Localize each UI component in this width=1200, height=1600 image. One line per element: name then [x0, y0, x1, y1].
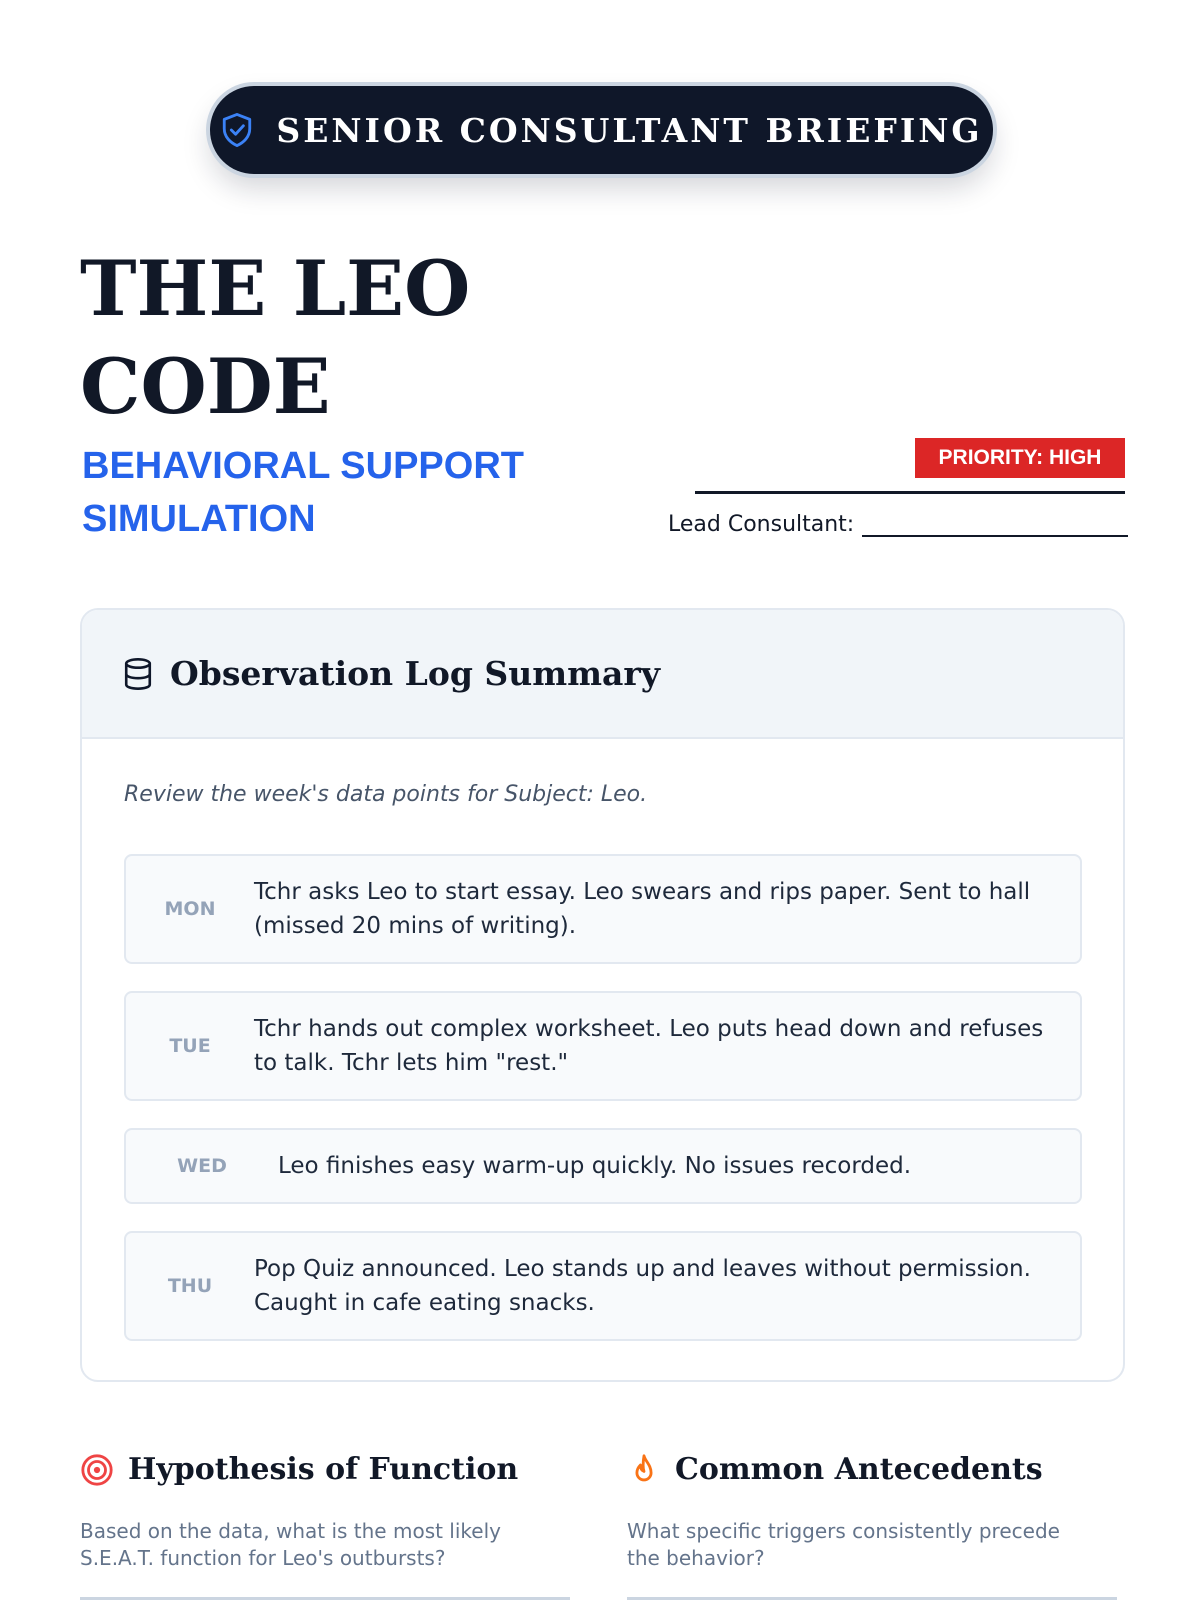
database-icon [122, 657, 154, 691]
briefing-banner [210, 86, 993, 174]
log-entry-wed [124, 1128, 1082, 1204]
shield-check-icon [220, 111, 254, 149]
observation-log-title: Observation Log Summary [170, 654, 660, 693]
log-day: TUE [169, 1035, 211, 1057]
lead-consultant-label: Lead Consultant: [668, 512, 855, 537]
lead-consultant-blank[interactable] [862, 513, 1128, 537]
flame-icon [627, 1453, 661, 1487]
target-icon [80, 1453, 114, 1487]
observation-intro: Review the week's data points for Subject: Leo. [124, 782, 648, 807]
log-text: Leo finishes easy warm-up quickly. No issues recorded. [278, 1153, 912, 1179]
hypothesis-title: Hypothesis of Function [128, 1452, 519, 1487]
page-subtitle: BEHAVIORAL SUPPORT SIMULATION [82, 445, 524, 540]
log-text: Pop Quiz announced. Leo stands up and leaves without permission. Caught in cafe eating snacks. [254, 1256, 1031, 1316]
log-text: Tchr hands out complex worksheet. Leo puts head down and refuses to talk. Tchr lets him "rest." [254, 1016, 1044, 1076]
observation-log-card [80, 608, 1125, 1382]
priority-badge: PRIORITY: HIGH [915, 438, 1125, 478]
hypothesis-description: Based on the data, what is the most likely S.E.A.T. function for Leo's outbursts? [80, 1519, 501, 1570]
page-title: THE LEO CODE [80, 244, 471, 431]
divider [695, 491, 1125, 494]
antecedents-heading [627, 1452, 1043, 1487]
log-entry-mon [124, 854, 1082, 964]
observation-log-header [82, 610, 1123, 739]
antecedents-description: What specific triggers consistently precede the behavior? [627, 1519, 1060, 1570]
log-text: Tchr asks Leo to start essay. Leo swears and rips paper. Sent to hall (missed 20 mins of writing). [254, 879, 1031, 939]
log-day: WED [177, 1155, 227, 1177]
log-day: THU [167, 1275, 213, 1297]
antecedents-title: Common Antecedents [675, 1452, 1043, 1487]
log-entry-thu [124, 1231, 1082, 1341]
log-day: MON [164, 898, 216, 920]
lead-consultant-field [668, 512, 1128, 537]
banner-text: SENIOR CONSULTANT BRIEFING [276, 110, 983, 150]
log-entry-tue [124, 991, 1082, 1101]
hypothesis-heading [80, 1452, 518, 1487]
